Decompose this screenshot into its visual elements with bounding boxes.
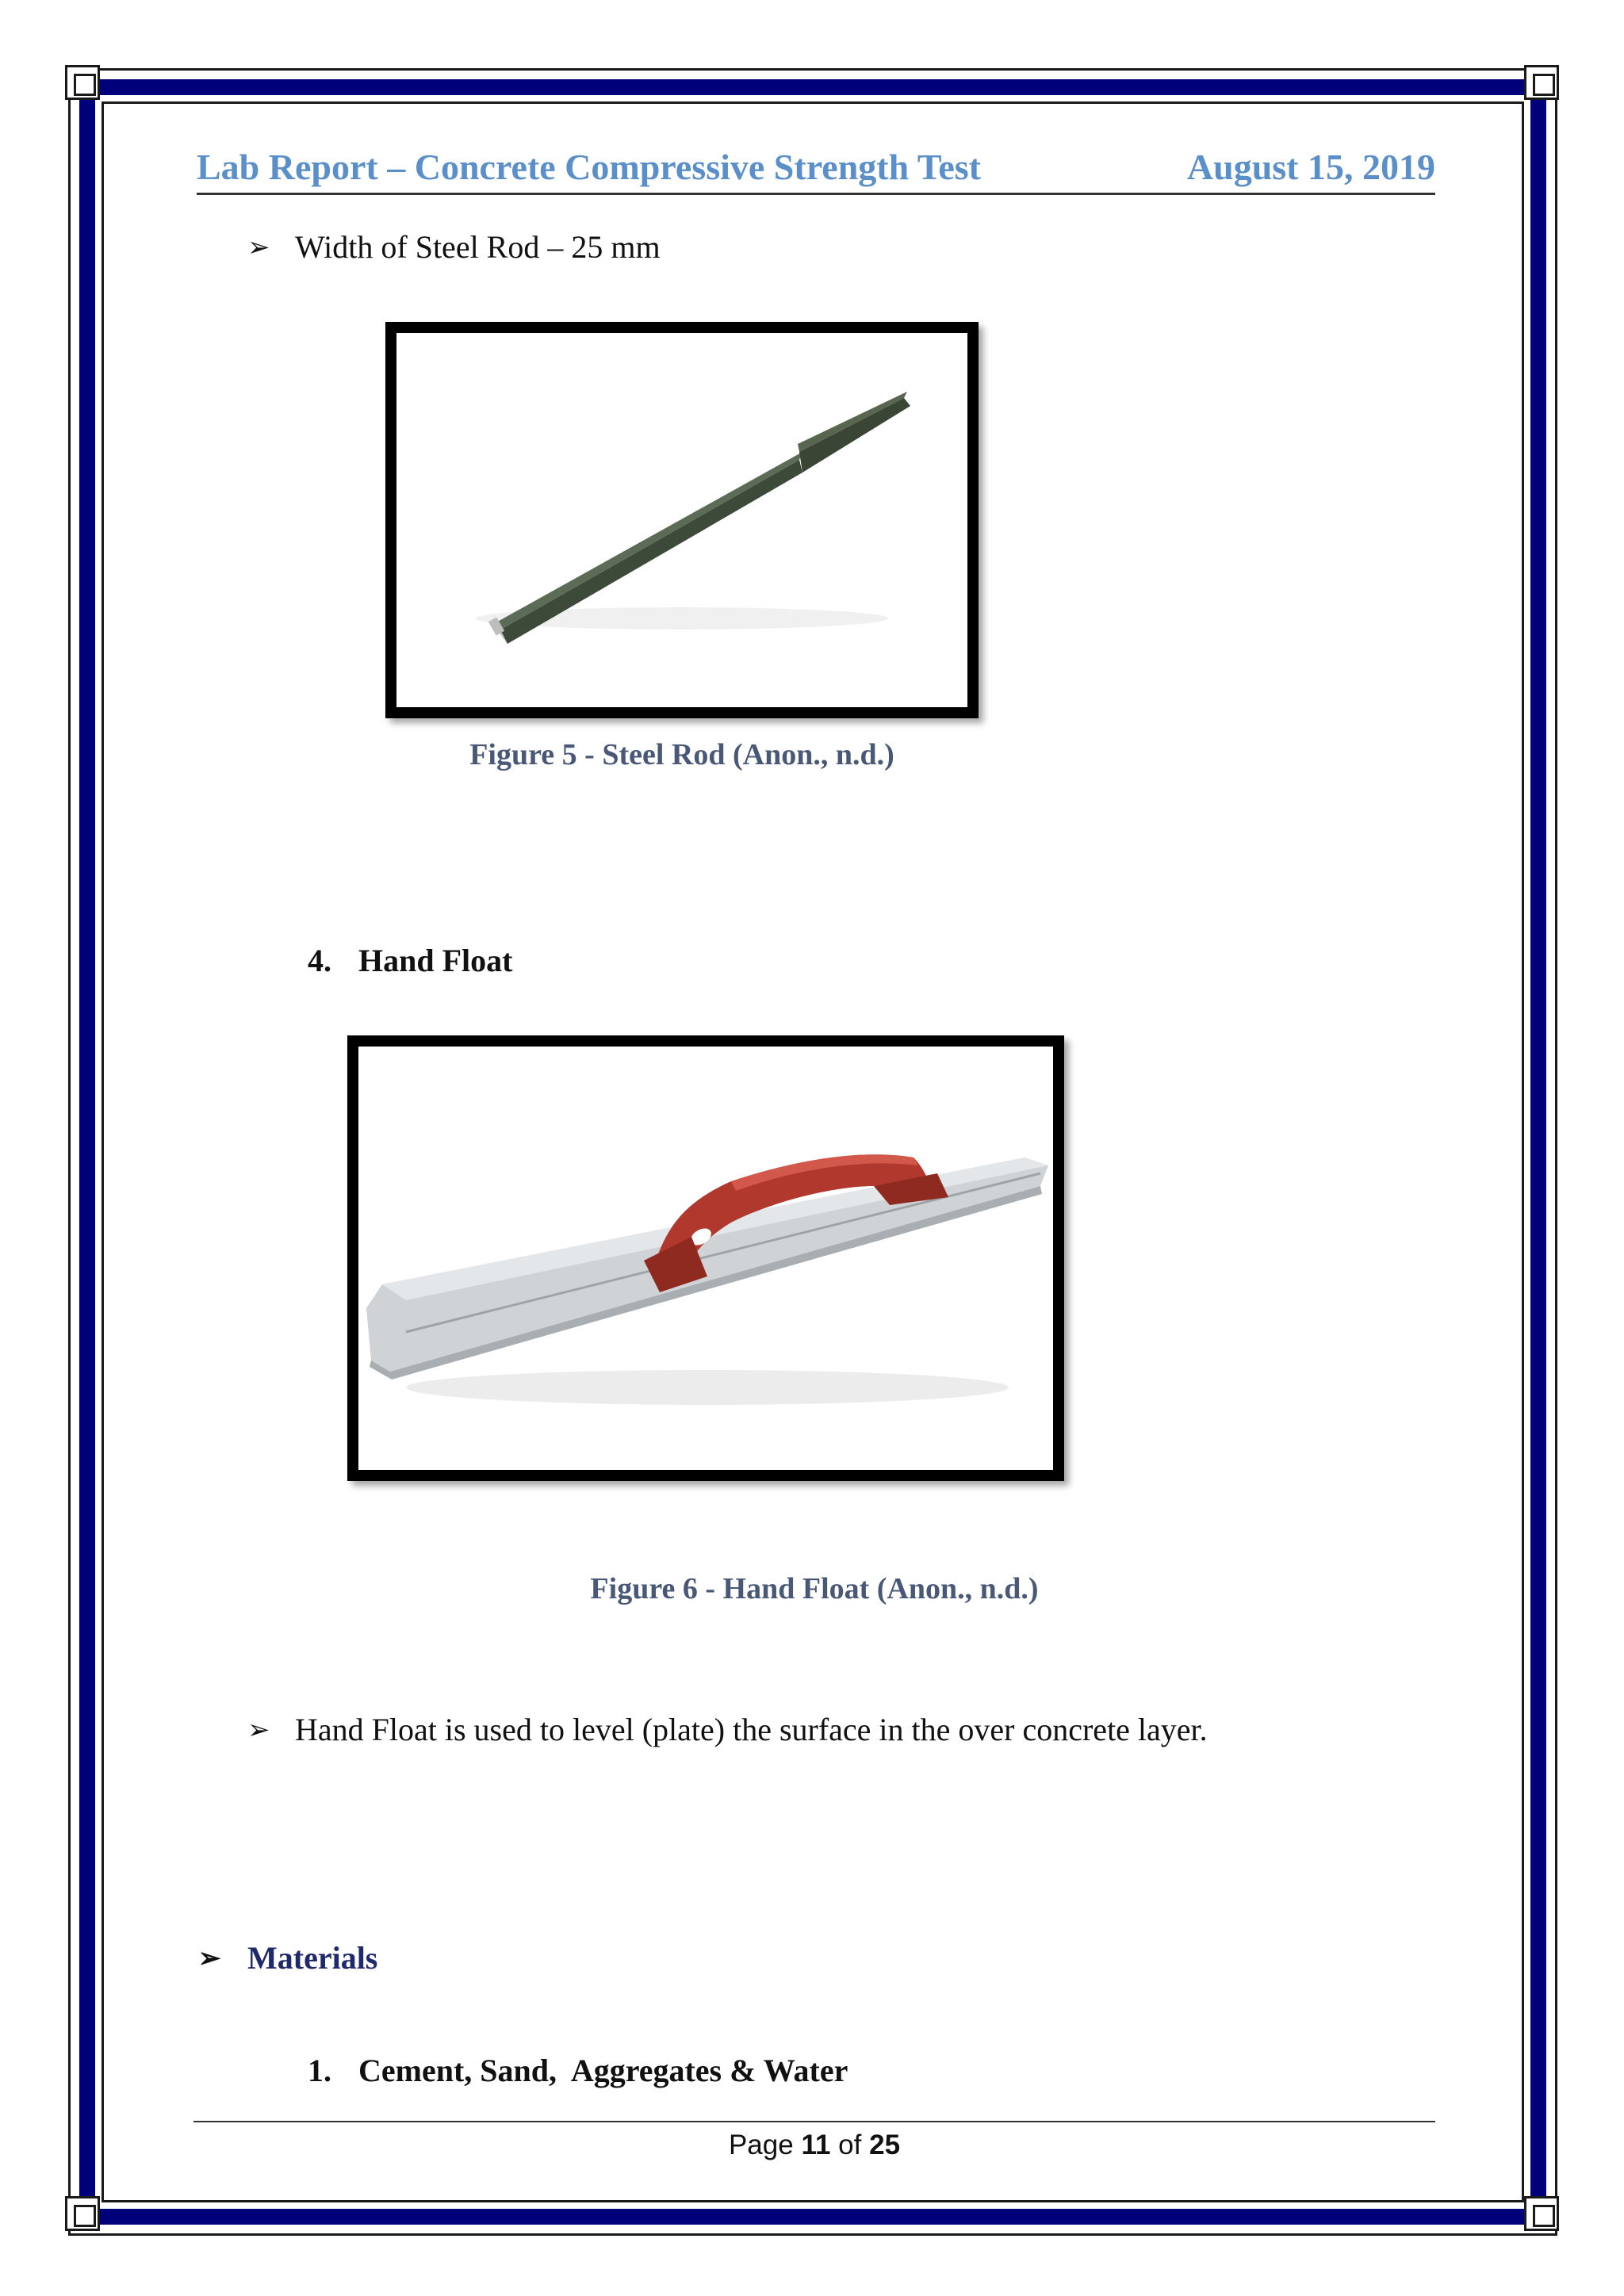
arrow-bullet-icon: ➢ [247, 1715, 270, 1745]
item-number: 1. [308, 2053, 331, 2088]
bullet-text: Hand Float is used to level (plate) the surface in the over concrete layer. [295, 1712, 1208, 1747]
figure-hand-float [347, 1035, 1064, 1481]
page-header [197, 146, 1435, 195]
bullet-text: Width of Steel Rod – 25 mm [295, 229, 661, 265]
steel-rod-image [396, 333, 967, 707]
border-corner-bottom-right [1524, 2196, 1559, 2231]
of-word: of [838, 2130, 862, 2160]
section-materials [198, 1939, 377, 1976]
report-title: Lab Report – Concrete Compressive Strength Test [197, 147, 981, 187]
total-page-count: 25 [869, 2130, 901, 2160]
figure-5-caption: Figure 5 - Steel Rod (Anon., n.d.) [469, 738, 894, 771]
section-title: Materials [247, 1940, 378, 1976]
item-label: Cement, Sand, Aggregates & Water [358, 2053, 848, 2088]
bullet-steel-rod-width [247, 228, 661, 266]
arrow-bullet-icon: ➢ [247, 232, 270, 262]
item-hand-float [308, 942, 512, 979]
hand-float-image [358, 1047, 1053, 1470]
page-footer [193, 2130, 1435, 2161]
item-cement [308, 2052, 848, 2089]
bullet-hand-float-use [247, 1711, 1208, 1748]
footer-divider [193, 2121, 1435, 2122]
item-label: Hand Float [358, 943, 513, 978]
item-number: 4. [308, 943, 331, 978]
border-corner-top-right [1524, 65, 1559, 100]
page-word: Page [728, 2130, 794, 2160]
figure-6-caption: Figure 6 - Hand Float (Anon., n.d.) [590, 1572, 1039, 1605]
report-date: August 15, 2019 [1186, 147, 1435, 187]
figure-steel-rod [385, 322, 979, 718]
current-page-number: 11 [801, 2130, 831, 2160]
border-corner-top-left [65, 65, 100, 100]
arrow-bullet-icon: ➢ [198, 1943, 221, 1973]
border-corner-bottom-left [65, 2196, 100, 2231]
